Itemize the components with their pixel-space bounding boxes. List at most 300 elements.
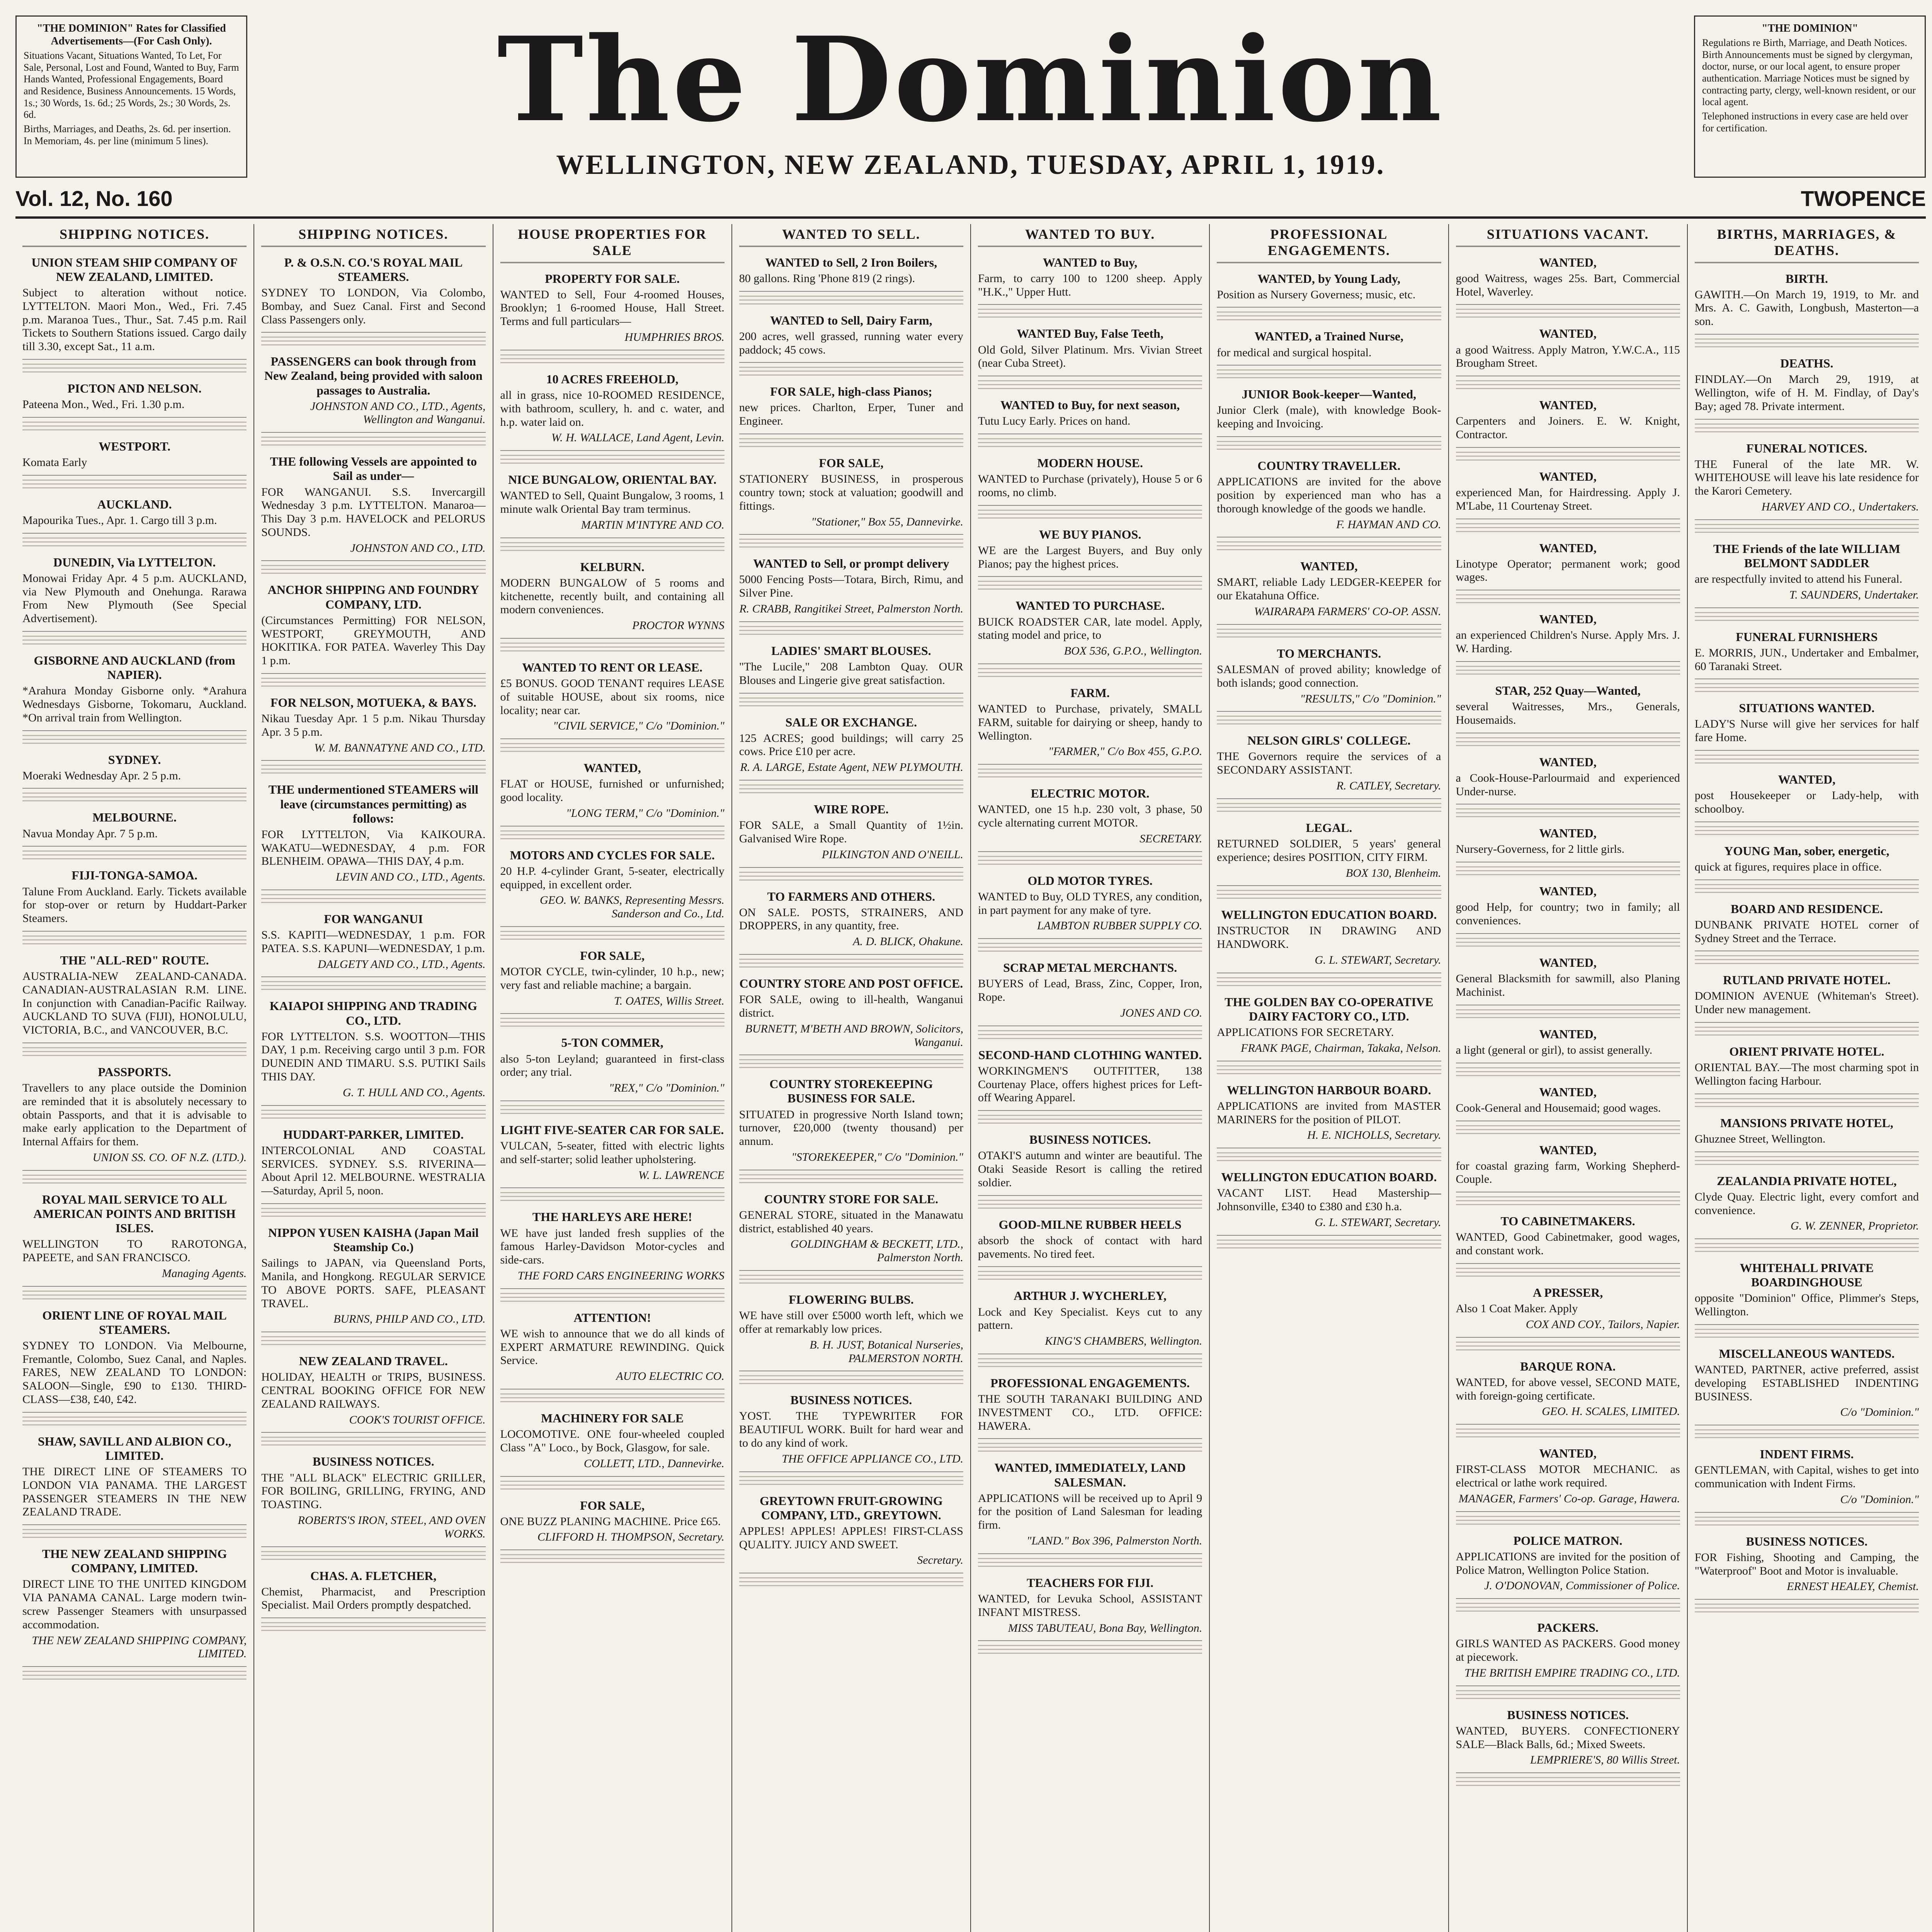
ad-text: 80 gallons. Ring 'Phone 819 (2 rings). bbox=[739, 272, 915, 285]
ad-heading: STAR, 252 Quay—Wanted, bbox=[1495, 683, 1641, 697]
advertisement bbox=[1217, 1079, 1441, 1149]
fine-print bbox=[739, 959, 963, 969]
ad-signature: GOLDINGHAM & BECKETT, LTD., Palmerston North. bbox=[790, 1238, 963, 1264]
ad-text: good Help, for country; two in family; all conveniences. bbox=[1456, 901, 1680, 927]
advertisement bbox=[1456, 1081, 1680, 1121]
fine-print bbox=[978, 1200, 1202, 1210]
ad-heading: WANTED, bbox=[1539, 1085, 1597, 1099]
ad-signature: "LONG TERM," C/o "Dominion." bbox=[566, 806, 724, 820]
ad-heading: FOR SALE, bbox=[819, 456, 884, 470]
advertisement bbox=[22, 252, 247, 360]
ad-text: THE SOUTH TARANAKI BUILDING AND INVESTMENT CO., LTD. OFFICE: HAWERA. bbox=[978, 1393, 1202, 1432]
ad-text: ON SALE. POSTS, STRAINERS, AND DROPPERS, in any quantity, free. bbox=[739, 906, 963, 932]
column-3 bbox=[493, 224, 732, 1932]
column-heading: WANTED TO BUY. bbox=[978, 224, 1202, 247]
advertisement bbox=[22, 806, 247, 847]
ad-heading: COUNTRY TRAVELLER. bbox=[1257, 459, 1401, 473]
advertisement bbox=[1456, 252, 1680, 305]
advertisement bbox=[22, 551, 247, 632]
ad-heading: ZEALANDIA PRIVATE HOTEL, bbox=[1717, 1173, 1897, 1188]
ad-heading: BUSINESS NOTICES. bbox=[1507, 1708, 1629, 1722]
ad-signature: LEVIN AND CO., LTD., Agents. bbox=[335, 871, 486, 884]
advertisement bbox=[1695, 1531, 1919, 1600]
ad-text: ORIENTAL BAY.—The most charming spot in Wellington facing Harbour. bbox=[1694, 1061, 1919, 1087]
ad-signature: "STOREKEEPER," C/o "Dominion." bbox=[791, 1150, 963, 1163]
fine-print bbox=[1456, 1690, 1680, 1700]
fine-print bbox=[739, 1059, 963, 1069]
ad-text: APPLICATIONS are invited for the above position by experienced man who has a thorough knowledge of the goods we handle. bbox=[1217, 475, 1441, 515]
ad-text: SMART, reliable Lady LEDGER-KEEPER for our Ekatahuna Office. bbox=[1217, 576, 1441, 602]
advertisement bbox=[739, 1490, 963, 1574]
ad-text: quick at figures, requires place in office. bbox=[1694, 860, 1882, 873]
advertisement bbox=[500, 1206, 724, 1289]
advertisement bbox=[1456, 1139, 1680, 1193]
ad-text: Chemist, Pharmacist, and Prescription Specialist. Mail Orders promptly despatched. bbox=[261, 1585, 486, 1612]
ad-text: MOTOR CYCLE, twin-cylinder, 10 h.p., new; very fast and reliable machine; a bargain. bbox=[500, 965, 724, 992]
ad-heading: WANTED, bbox=[1539, 1027, 1597, 1041]
ad-text: HOLIDAY, HEALTH or TRIPS, BUSINESS. CENTRAL BOOKING OFFICE FOR NEW ZEALAND RAILWAYS. bbox=[261, 1371, 486, 1410]
ad-text: Mapourika Tues., Apr. 1. Cargo till 3 p.m. bbox=[22, 514, 217, 527]
ad-heading: SCRAP METAL MERCHANTS. bbox=[1003, 961, 1177, 975]
advertisement bbox=[978, 595, 1202, 664]
column-heading: PROFESSIONAL ENGAGEMENTS. bbox=[1217, 224, 1441, 263]
ad-heading: WIRE ROPE. bbox=[813, 802, 889, 816]
ad-text: WANTED to Sell, Four 4-roomed Houses, Brooklyn; 1 6-roomed House, Hall Street. Terms and full particulars— bbox=[500, 288, 724, 328]
ad-text: General Blacksmith for sawmill, also Planing Machinist. bbox=[1456, 972, 1680, 998]
advertisement bbox=[1456, 1617, 1680, 1686]
ad-text: WE have still over £5000 worth left, which we offer at remarkably low prices. bbox=[739, 1309, 963, 1335]
advertisement bbox=[261, 252, 485, 333]
advertisement bbox=[1695, 697, 1919, 751]
ad-signature: "LAND." Box 396, Palmerston North. bbox=[1026, 1534, 1202, 1548]
ad-signature: R. CRABB, Rangitikei Street, Palmerston North. bbox=[739, 602, 963, 616]
ad-heading: MANSIONS PRIVATE HOTEL, bbox=[1720, 1116, 1893, 1130]
ad-heading: HUDDART-PARKER, LIMITED. bbox=[283, 1127, 464, 1141]
ad-text: are respectfully invited to attend his Funeral. bbox=[1694, 573, 1903, 586]
advertisement bbox=[1695, 1170, 1919, 1240]
fine-print bbox=[500, 455, 724, 465]
ad-heading: WELLINGTON HARBOUR BOARD. bbox=[1227, 1083, 1431, 1097]
advertisement bbox=[1456, 608, 1680, 662]
advertisement bbox=[978, 524, 1202, 577]
ad-heading: CHAS. A. FLETCHER, bbox=[310, 1568, 437, 1583]
advertisement bbox=[1217, 904, 1441, 973]
ad-signature: THE FORD CARS ENGINEERING WORKS bbox=[517, 1269, 724, 1282]
ad-text: FOR LYTTELTON, Via KAIKOURA. WAKATU—WEDNESDAY, 4 p.m. FOR BLENHEIM. OPAWA—THIS DAY, 4 p.m. bbox=[261, 828, 486, 868]
advertisement bbox=[1456, 680, 1680, 733]
advertisement bbox=[500, 844, 724, 927]
ad-signature: MISS TABUTEAU, Bona Bay, Wellington. bbox=[1008, 1621, 1202, 1634]
ad-heading: PASSPORTS. bbox=[98, 1065, 171, 1079]
ad-heading: THE HARLEYS ARE HERE! bbox=[532, 1210, 692, 1224]
ad-signature: JONES AND CO. bbox=[1120, 1006, 1202, 1019]
regulations-ear bbox=[1694, 15, 1926, 178]
ad-signature: ERNEST HEALEY, Chemist. bbox=[1787, 1580, 1919, 1593]
fine-print bbox=[500, 1018, 724, 1028]
advertisement bbox=[22, 749, 247, 789]
fine-print bbox=[1456, 1516, 1680, 1526]
ad-heading: WANTED, bbox=[1539, 398, 1597, 412]
ad-text: THE Funeral of the late MR. W. WHITEHOUSE will leave his late residence for the Karori Cemetery. bbox=[1694, 457, 1919, 498]
ad-heading: THE undermentioned STEAMERS will leave (circumstances permitting) as follows: bbox=[268, 782, 478, 825]
fine-print bbox=[500, 743, 724, 753]
fine-print bbox=[978, 1358, 1202, 1368]
fine-print bbox=[1695, 1156, 1919, 1166]
ad-heading: WANTED, bbox=[1300, 559, 1358, 573]
ad-heading: NICE BUNGALOW, ORIENTAL BAY. bbox=[508, 473, 717, 487]
ad-heading: COUNTRY STORE AND POST OFFICE. bbox=[739, 976, 963, 991]
column-6 bbox=[1210, 224, 1449, 1932]
fine-print bbox=[978, 1645, 1202, 1655]
fine-print bbox=[22, 1671, 247, 1681]
ad-heading: FLOWERING BULBS. bbox=[789, 1293, 914, 1307]
ad-text: WE wish to announce that we do all kinds of EXPERT ARMATURE REWINDING. Quick Service. bbox=[500, 1327, 724, 1367]
ad-heading: A PRESSER, bbox=[1532, 1285, 1603, 1299]
ad-heading: P. & O.S.N. CO.'S ROYAL MAIL STEAMERS. bbox=[284, 255, 463, 284]
fine-print bbox=[1217, 1065, 1441, 1075]
ad-text: Pateena Mon., Wed., Fri. 1.30 p.m. bbox=[22, 398, 185, 411]
ad-signature: COX AND COY., Tailors, Napier. bbox=[1526, 1318, 1680, 1331]
fine-print bbox=[1217, 541, 1441, 551]
advertisement bbox=[1456, 880, 1680, 934]
advertisement bbox=[261, 1124, 485, 1204]
ad-heading: WANTED, bbox=[1539, 884, 1597, 898]
paper-title: The Dominion bbox=[497, 11, 1444, 148]
ad-text: for medical and surgical hospital. bbox=[1217, 346, 1372, 359]
advertisement bbox=[1456, 1704, 1680, 1774]
fine-print bbox=[1217, 311, 1441, 321]
ad-text: £5 BONUS. GOOD TENANT requires LEASE of suitable HOUSE, about six rooms, nice locality; near car. bbox=[500, 677, 724, 717]
fine-print bbox=[261, 678, 485, 688]
advertisement bbox=[978, 1214, 1202, 1267]
column-5 bbox=[971, 224, 1210, 1932]
fine-print bbox=[1456, 309, 1680, 319]
fine-print bbox=[739, 784, 963, 794]
advertisement bbox=[22, 864, 247, 932]
ad-text: experienced Man, for Hairdressing. Apply J. M'Labe, 11 Courtenay Street. bbox=[1456, 486, 1680, 512]
regulations-ear-footer: Telephoned instructions in every case are held over for certification. bbox=[1702, 111, 1908, 134]
advertisement bbox=[978, 957, 1202, 1026]
advertisement bbox=[261, 779, 485, 890]
advertisement bbox=[1456, 1023, 1680, 1063]
advertisement bbox=[22, 1061, 247, 1171]
advertisement bbox=[500, 469, 724, 538]
fine-print bbox=[22, 636, 247, 646]
ad-signature: THE BRITISH EMPIRE TRADING CO., LTD. bbox=[1464, 1666, 1680, 1679]
fine-print bbox=[500, 931, 724, 941]
ad-heading: MOTORS AND CYCLES FOR SALE. bbox=[510, 848, 715, 862]
ad-heading: LEGAL. bbox=[1306, 820, 1352, 835]
fine-print bbox=[22, 793, 247, 803]
fine-print bbox=[261, 1336, 485, 1346]
ad-heading: FIJI-TONGA-SAMOA. bbox=[71, 868, 197, 883]
advertisement bbox=[1456, 751, 1680, 805]
advertisement bbox=[1695, 352, 1919, 420]
ad-heading: GISBORNE AND AUCKLAND (from NAPIER). bbox=[34, 653, 235, 682]
ad-text: Position as Nursery Governess; music, etc. bbox=[1217, 288, 1416, 301]
ad-signature: G. L. STEWART, Secretary. bbox=[1315, 1216, 1441, 1229]
advertisement bbox=[1456, 1530, 1680, 1599]
fine-print bbox=[1217, 977, 1441, 987]
advertisement bbox=[1695, 1257, 1919, 1325]
ad-text: post Housekeeper or Lady-help, with schoolboy. bbox=[1694, 789, 1919, 815]
ad-heading: FOR SALE, high-class Pianos; bbox=[770, 384, 932, 399]
fine-print bbox=[1695, 524, 1919, 534]
ad-heading: THE following Vessels are appointed to Sail as under— bbox=[270, 454, 477, 483]
ad-text: WANTED, for above vessel, SECOND MATE, with foreign-going certificate. bbox=[1456, 1376, 1680, 1402]
ad-heading: SECOND-HAND CLOTHING WANTED. bbox=[978, 1048, 1202, 1062]
ad-text: Old Gold, Silver Platinum. Mrs. Vivian Street (near Cuba Street). bbox=[978, 343, 1202, 370]
fine-print bbox=[739, 1174, 963, 1184]
ad-heading: PASSENGERS can book through from New Zealand, being provided with saloon passages to Australia. bbox=[264, 354, 483, 397]
advertisement bbox=[1456, 1282, 1680, 1338]
rates-ear bbox=[15, 15, 247, 178]
ad-text: APPLES! APPLES! APPLES! FIRST-CLASS QUALITY. JUICY AND SWEET. bbox=[739, 1524, 963, 1551]
advertisement bbox=[739, 252, 963, 292]
ad-heading: POLICE MATRON. bbox=[1513, 1533, 1622, 1548]
advertisement bbox=[978, 452, 1202, 506]
ad-text: APPLICATIONS are invited from MASTER MARINERS for the position of PILOT. bbox=[1217, 1099, 1441, 1126]
ad-text: GAWITH.—On March 19, 1919, to Mr. and Mrs. A. C. Gawith, Longbush, Masterton—a son. bbox=[1694, 288, 1919, 328]
advertisement bbox=[1217, 268, 1441, 308]
ad-signature: F. HAYMAN AND CO. bbox=[1336, 518, 1441, 531]
ad-text: WANTED to Purchase (privately), House 5 or 6 rooms, no climb. bbox=[978, 473, 1202, 499]
fine-print bbox=[978, 1030, 1202, 1040]
ad-text: Carpenters and Joiners. E. W. Knight, Contractor. bbox=[1456, 415, 1680, 441]
ad-text: Cook-General and Housemaid; good wages. bbox=[1456, 1101, 1661, 1114]
fine-print bbox=[1456, 452, 1680, 462]
advertisement bbox=[739, 553, 963, 622]
ad-signature: HARVEY AND CO., Undertakers. bbox=[1761, 500, 1919, 513]
ad-heading: ARTHUR J. WYCHERLEY, bbox=[1014, 1289, 1167, 1303]
ad-signature: Secretary. bbox=[917, 1554, 963, 1567]
ad-text: DOMINION AVENUE (Whiteman's Street). Under new management. bbox=[1694, 990, 1919, 1016]
ad-heading: WANTED to Buy, for next season, bbox=[1000, 398, 1180, 412]
ad-text: THE Governors require the services of a SECONDARY ASSISTANT. bbox=[1217, 750, 1441, 777]
ad-text: Nikau Tuesday Apr. 1 5 p.m. Nikau Thursday Apr. 3 5 p.m. bbox=[261, 712, 486, 738]
advertisement bbox=[500, 1307, 724, 1389]
advertisement bbox=[261, 995, 485, 1105]
advertisement bbox=[261, 1222, 485, 1332]
fine-print bbox=[1217, 369, 1441, 379]
ad-text: WANTED, Good Cabinetmaker, good wages, and constant work. bbox=[1456, 1231, 1680, 1257]
advertisement bbox=[739, 973, 963, 1055]
column-heading: SHIPPING NOTICES. bbox=[261, 224, 485, 247]
ad-heading: ORIENT LINE OF ROYAL MAIL STEAMERS. bbox=[42, 1308, 227, 1337]
ad-text: Junior Clerk (male), with knowledge Book-keeping and Invoicing. bbox=[1217, 404, 1441, 430]
ad-heading: TO CABINETMAKERS. bbox=[1500, 1214, 1635, 1228]
ad-heading: WANTED, bbox=[1539, 755, 1597, 769]
ad-text: Komata Early bbox=[22, 456, 87, 469]
ad-heading: KELBURN. bbox=[580, 560, 645, 574]
ad-text: GENTLEMAN, with Capital, wishes to get into communication with Indent Firms. bbox=[1694, 1464, 1919, 1490]
advertisement bbox=[739, 381, 963, 434]
advertisement bbox=[22, 1543, 247, 1667]
ad-heading: PICTON AND NELSON. bbox=[67, 381, 202, 395]
ad-text: WANTED, PARTNER, active preferred, assist developing ESTABLISHED INDENTING BUSINESS. bbox=[1694, 1363, 1919, 1403]
advertisement bbox=[1456, 822, 1680, 862]
ad-heading: WANTED, bbox=[1539, 1446, 1597, 1461]
fine-print bbox=[500, 354, 724, 364]
ad-text: APPLICATIONS FOR SECRETARY. bbox=[1217, 1026, 1394, 1039]
advertisement bbox=[739, 1188, 963, 1271]
column-heading: BIRTHS, MARRIAGES, & DEATHS. bbox=[1695, 224, 1919, 263]
fine-print bbox=[978, 856, 1202, 866]
ad-heading: GREYTOWN FRUIT-GROWING COMPANY, LTD., GREYTOWN. bbox=[759, 1493, 943, 1522]
ad-text: Sailings to JAPAN, via Queensland Ports, Manila, and Hongkong. REGULAR SERVICE TO ABOVE PORTS. SAFE, PLEASANT TRAVEL. bbox=[261, 1257, 486, 1310]
ad-heading: OLD MOTOR TYRES. bbox=[1027, 873, 1153, 888]
fine-print bbox=[261, 981, 485, 991]
ad-text: Ghuznee Street, Wellington. bbox=[1694, 1132, 1826, 1145]
advertisement bbox=[500, 556, 724, 639]
ad-text: Navua Monday Apr. 7 5 p.m. bbox=[22, 827, 158, 840]
ad-text: SITUATED in progressive North Island town; turnover, £20,000 (twenty thousand) per annum. bbox=[739, 1108, 963, 1148]
ad-heading: SYDNEY. bbox=[108, 752, 161, 767]
ad-signature: C/o "Dominion." bbox=[1840, 1493, 1919, 1506]
fine-print bbox=[978, 1443, 1202, 1453]
advertisement bbox=[978, 1285, 1202, 1354]
column-heading: HOUSE PROPERTIES FOR SALE bbox=[500, 224, 724, 263]
fine-print bbox=[739, 367, 963, 377]
ad-text: absorb the shock of contact with hard pavements. No tired feet. bbox=[978, 1234, 1202, 1260]
advertisement bbox=[261, 692, 485, 761]
ad-text: WELLINGTON TO RAROTONGA, PAPEETE, and SAN FRANCISCO. bbox=[22, 1238, 247, 1264]
advertisement bbox=[739, 1073, 963, 1170]
ad-text: 5000 Fencing Posts—Totara, Birch, Rimu, and Silver Pine. bbox=[739, 573, 963, 600]
ad-heading: SHAW, SAVILL AND ALBION CO., LIMITED. bbox=[37, 1434, 231, 1463]
advertisement bbox=[978, 394, 1202, 434]
ad-text: also 5-ton Leyland; guaranteed in first-class order; any trial. bbox=[500, 1052, 724, 1079]
ad-heading: PROPERTY FOR SALE. bbox=[545, 271, 680, 286]
fine-print bbox=[978, 510, 1202, 520]
fine-print bbox=[1217, 890, 1441, 900]
advertisement bbox=[1695, 969, 1919, 1023]
ad-signature: FRANK PAGE, Chairman, Takaka, Nelson. bbox=[1241, 1041, 1441, 1054]
advertisement bbox=[1456, 394, 1680, 448]
ad-text: YOST. THE TYPEWRITER FOR BEAUTIFUL WORK. Built for hard wear and to do any kind of work. bbox=[739, 1410, 963, 1450]
ad-heading: WANTED to Sell, or prompt delivery bbox=[753, 556, 949, 571]
fine-print bbox=[1695, 612, 1919, 622]
ad-heading: BOARD AND RESIDENCE. bbox=[1730, 901, 1883, 916]
ad-text: WE are the Largest Buyers, and Buy only Pianos; pay the highest prices. bbox=[978, 544, 1202, 570]
advertisement bbox=[1695, 1112, 1919, 1152]
ad-text: SYDNEY TO LONDON. Via Melbourne, Fremantle, Colombo, Suez Canal, and Naples. FARES, NEW ZEALAND TO LONDON: SALOON—Single, £90 to £130. THIRD-CLASS—£38, £40, £42. bbox=[22, 1339, 247, 1406]
column-1 bbox=[15, 224, 254, 1932]
ad-signature: W. M. BANNATYNE AND CO., LTD. bbox=[314, 741, 486, 754]
ad-text: THE DIRECT LINE OF STEAMERS TO LONDON VIA PANAMA. THE LARGEST PASSENGER STEAMERS IN THE NEW ZEALAND TRADE. bbox=[22, 1465, 247, 1519]
ad-heading: FOR WANGANUI bbox=[324, 912, 423, 926]
regulations-ear-heading: "THE DOMINION" bbox=[1762, 22, 1858, 34]
ad-signature: W. H. WALLACE, Land Agent, Levin. bbox=[551, 431, 724, 444]
advertisement bbox=[739, 310, 963, 363]
ad-text: SALESMAN of proved ability; knowledge of both islands; good connection. bbox=[1217, 663, 1441, 689]
ad-text: APPLICATIONS are invited for the position of Police Matron, Wellington Police Station. bbox=[1456, 1550, 1680, 1577]
advertisement bbox=[261, 451, 485, 561]
ad-heading: UNION STEAM SHIP COMPANY OF NEW ZEALAND, LIMITED. bbox=[31, 255, 238, 284]
advertisement bbox=[978, 682, 1202, 765]
fine-print bbox=[978, 943, 1202, 953]
ad-signature: "Stationer," Box 55, Dannevirke. bbox=[811, 515, 963, 528]
ad-text: Travellers to any place outside the Dominion are reminded that it is absolutely necessary to obtain Passports, and that it is advisable to make early application to the Department of Internal Affairs for them. bbox=[22, 1082, 247, 1148]
fine-print bbox=[1217, 803, 1441, 813]
advertisement bbox=[500, 1119, 724, 1189]
fine-print bbox=[1456, 1603, 1680, 1613]
fine-print bbox=[1456, 380, 1680, 390]
columns bbox=[15, 224, 1926, 1932]
ad-text: FOR WANGANUI. S.S. Invercargill Wednesday 3 p.m. LYTTELTON. Manaroa—This Day 3 p.m. HAVELOCK and PELORUS SOUNDS. bbox=[261, 485, 486, 539]
ad-text: MODERN BUNGALOW of 5 rooms and kitchenette, recently built, and containing all modern conveniences. bbox=[500, 576, 724, 616]
volume-number: Vol. 12, No. 160 bbox=[15, 186, 173, 211]
fine-print bbox=[261, 337, 485, 347]
ad-heading: WANTED, bbox=[1539, 1143, 1597, 1157]
ad-text: Farm, to carry 100 to 1200 sheep. Apply "H.K.," Upper Hutt. bbox=[978, 272, 1202, 298]
ad-signature: LAMBTON RUBBER SUPPLY CO. bbox=[1037, 919, 1202, 932]
fine-print bbox=[1456, 666, 1680, 676]
ad-heading: MELBOURNE. bbox=[92, 810, 177, 825]
fine-print bbox=[1217, 1240, 1441, 1250]
ad-text: AUSTRALIA-NEW ZEALAND-CANADA. CANADIAN-AUSTRALASIAN R.M. LINE. In conjunction with Canadian-Pacific Railway. AUCKLAND TO SUVA (FIJI), HONOLULU, VICTORIA, B.C., and VANCOUVER, B.C. bbox=[22, 970, 247, 1037]
ad-signature: G. L. STEWART, Secretary. bbox=[1315, 954, 1441, 967]
ad-heading: WANTED, bbox=[1778, 772, 1836, 787]
fine-print bbox=[1456, 1429, 1680, 1439]
ad-signature: H. E. NICHOLLS, Secretary. bbox=[1307, 1129, 1441, 1142]
advertisement bbox=[500, 1407, 724, 1477]
fine-print bbox=[500, 1481, 724, 1491]
ad-signature: LEMPRIERE'S, 80 Willis Street. bbox=[1530, 1753, 1680, 1767]
ad-heading: WELLINGTON EDUCATION BOARD. bbox=[1221, 908, 1437, 922]
ad-text: INTERCOLONIAL AND COASTAL SERVICES. SYDNEY. S.S. RIVERINA—About April 12. MELBOURNE. WESTRALIA—Saturday, April 5, noon. bbox=[261, 1144, 486, 1197]
fine-print bbox=[1217, 1152, 1441, 1162]
ad-text: LOCOMOTIVE. ONE four-wheeled coupled Class "A" Loco., by Bock, Glasgow, for sale. bbox=[500, 1428, 724, 1454]
advertisement bbox=[22, 650, 247, 731]
advertisement bbox=[978, 252, 1202, 305]
fine-print bbox=[978, 438, 1202, 448]
advertisement bbox=[1456, 537, 1680, 591]
ad-heading: ANCHOR SHIPPING AND FOUNDRY COMPANY, LTD. bbox=[267, 583, 480, 611]
fine-print bbox=[1695, 1098, 1919, 1108]
ad-signature: Managing Agents. bbox=[162, 1267, 247, 1280]
ad-signature: "FARMER," C/o Box 455, G.P.O. bbox=[1048, 745, 1202, 758]
ad-text: opposite "Dominion" Office, Plimmer's Steps, Wellington. bbox=[1694, 1292, 1919, 1318]
ad-heading: WANTED, a Trained Nurse, bbox=[1254, 329, 1404, 344]
ad-heading: ATTENTION! bbox=[573, 1310, 651, 1325]
advertisement bbox=[1456, 1355, 1680, 1425]
ad-signature: HUMPHRIES BROS. bbox=[624, 331, 724, 344]
advertisement bbox=[500, 757, 724, 827]
fine-print bbox=[1456, 1342, 1680, 1352]
fine-print bbox=[978, 1558, 1202, 1568]
fine-print bbox=[739, 1275, 963, 1285]
ad-signature: PROCTOR WYNNS bbox=[632, 619, 724, 632]
ad-text: Moeraki Wednesday Apr. 2 5 p.m. bbox=[22, 769, 181, 782]
ad-text: RETURNED SOLDIER, 5 years' general experience; desires POSITION, CITY FIRM. bbox=[1217, 837, 1441, 864]
ad-text: FIRST-CLASS MOTOR MECHANIC. as electrical or lathe work required. bbox=[1456, 1463, 1680, 1490]
fine-print bbox=[739, 1476, 963, 1486]
ad-heading: MISCELLANEOUS WANTEDS. bbox=[1719, 1346, 1895, 1361]
ad-text: Subject to alteration without notice. LYTTELTON. Maori Mon., Wed., Fri. 7.45 p.m. Maranoa Tues., Thur., Sat. 7.45 p.m. Rail Tickets to Southern Stations issued. Cargo daily till 3.30, except Sat., 11 a.m. bbox=[22, 286, 247, 353]
ad-heading: WANTED, by Young Lady, bbox=[1257, 271, 1401, 286]
advertisement bbox=[978, 782, 1202, 852]
fine-print bbox=[1456, 523, 1680, 533]
ad-text: WANTED to Sell, Quaint Bungalow, 3 rooms, 1 minute walk Oriental Bay tram terminus. bbox=[500, 489, 724, 515]
advertisement bbox=[1217, 991, 1441, 1061]
advertisement bbox=[261, 579, 485, 673]
ad-signature: WAIRARAPA FARMERS' CO-OP. ASSN. bbox=[1254, 605, 1441, 618]
ad-heading: YOUNG Man, sober, energetic, bbox=[1724, 844, 1889, 858]
advertisement bbox=[22, 378, 247, 418]
ad-text: Clyde Quay. Electric light, every comfort and convenience. bbox=[1694, 1190, 1919, 1217]
ad-text: E. MORRIS, JUN., Undertaker and Embalmer, 60 Taranaki Street. bbox=[1694, 646, 1919, 673]
